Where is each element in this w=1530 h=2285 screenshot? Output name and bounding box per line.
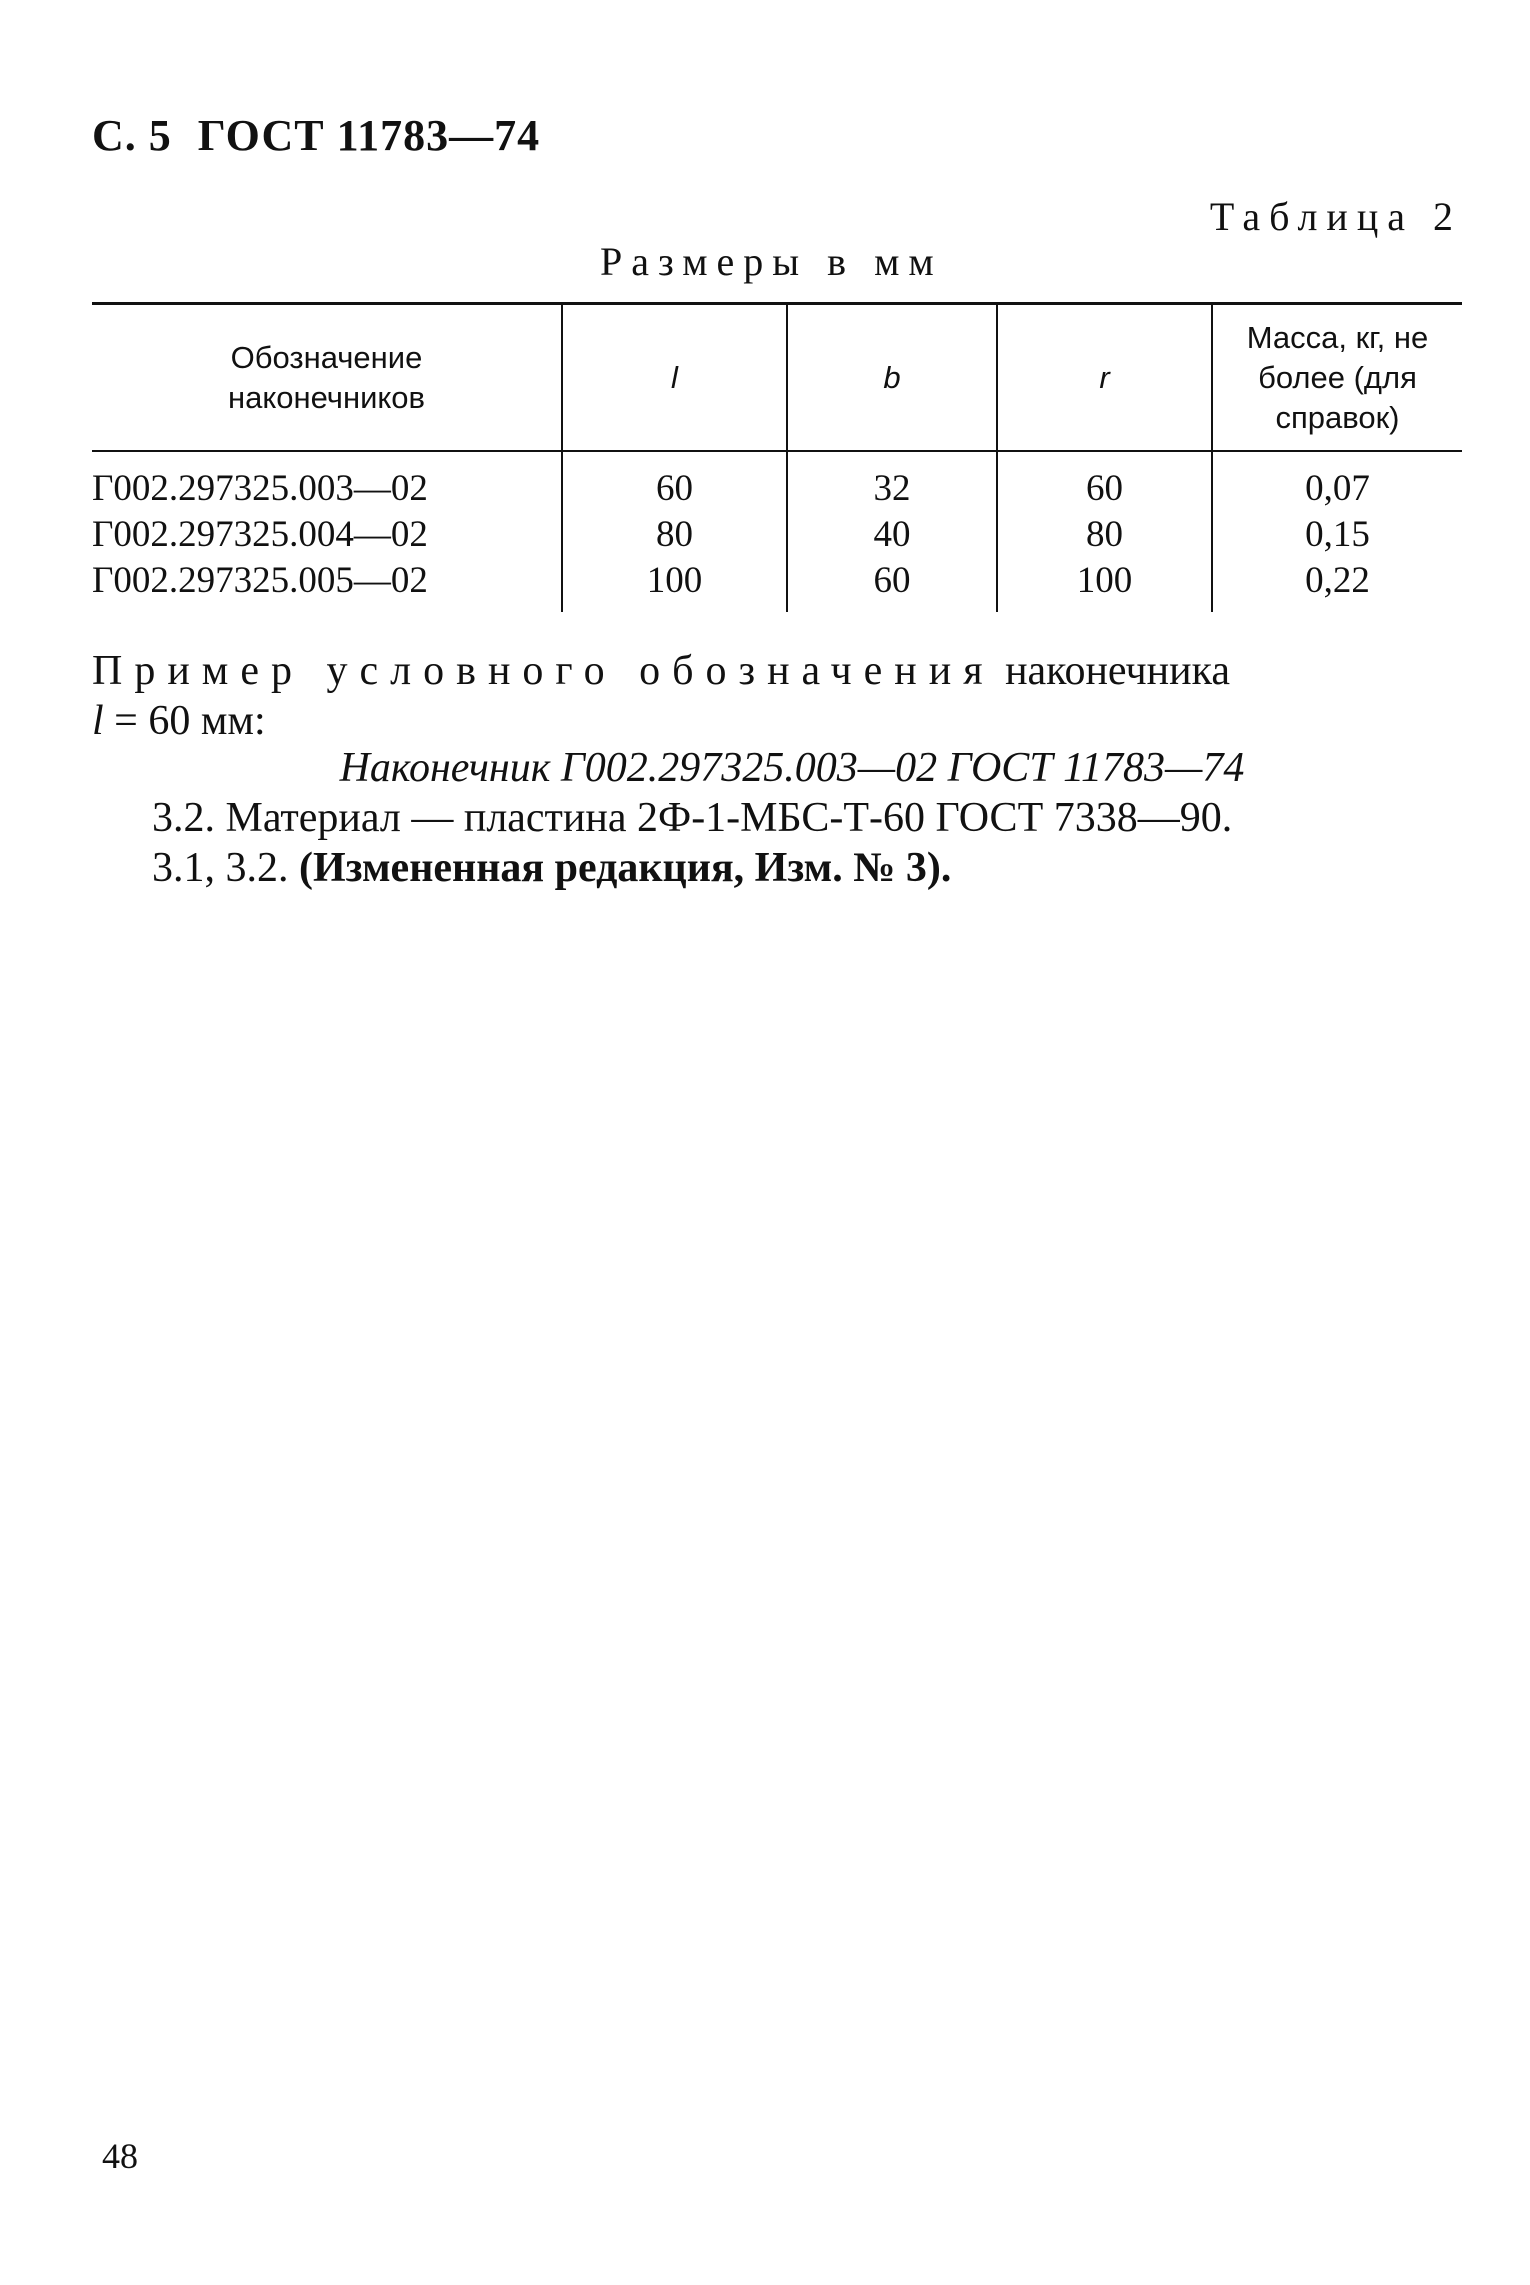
amendment-note — [152, 843, 1522, 893]
col-b-header: b — [787, 304, 997, 452]
cell-mass: 0,15 — [1212, 512, 1462, 558]
col-mass-header: Масса, кг, не более (для справок) — [1212, 304, 1462, 452]
cell-mass: 0,22 — [1212, 558, 1462, 612]
cell-b: 32 — [787, 451, 997, 512]
standard-title: ГОСТ 11783—74 — [197, 111, 541, 160]
example-variable: l — [92, 698, 104, 744]
material-clause: 3.2. Материал — пластина 2Ф-1-МБС-Т-60 ГОСТ 7338—90. — [152, 795, 1233, 841]
cell-r: 60 — [997, 451, 1212, 512]
cell-r: 80 — [997, 512, 1212, 558]
example-condition — [92, 696, 1462, 746]
cell-b: 60 — [787, 558, 997, 612]
cell-mass: 0,07 — [1212, 451, 1462, 512]
cell-designation: Г002.297325.005—02 — [92, 560, 428, 601]
cell-l: 60 — [562, 451, 787, 512]
amendment-text: (Измененная редакция, Изм. № 3). — [299, 845, 952, 891]
table-row — [92, 512, 1462, 558]
table-units: Размеры в мм — [600, 239, 943, 284]
example-intro-rest: наконечника — [1005, 648, 1231, 694]
example-designation: Наконечник Г002.297325.003—02 ГОСТ 11783—74 — [339, 745, 1245, 791]
example-intro-spaced: Пример условного обозначения — [92, 648, 995, 694]
table-row — [92, 451, 1462, 512]
col-designation-header: Обозначение наконечников — [92, 304, 562, 452]
cell-r: 100 — [997, 558, 1212, 612]
table-row — [92, 558, 1462, 612]
cell-l: 100 — [562, 558, 787, 612]
example-intro — [92, 646, 1462, 696]
dimensions-table — [92, 302, 1462, 612]
cell-l: 80 — [562, 512, 787, 558]
col-l-header: l — [562, 304, 787, 452]
cell-designation: Г002.297325.004—02 — [92, 514, 428, 555]
page-number: 48 — [102, 2136, 138, 2176]
col-r-header: r — [997, 304, 1212, 452]
page-header — [92, 110, 540, 161]
cell-b: 40 — [787, 512, 997, 558]
page-ref: С. 5 — [92, 111, 172, 160]
example-condition-text: = 60 мм: — [114, 698, 266, 744]
table-header-row — [92, 304, 1462, 452]
table-label: Таблица 2 — [1209, 194, 1462, 239]
amendment-prefix: 3.1, 3.2. — [152, 845, 289, 891]
cell-designation: Г002.297325.003—02 — [92, 468, 428, 509]
